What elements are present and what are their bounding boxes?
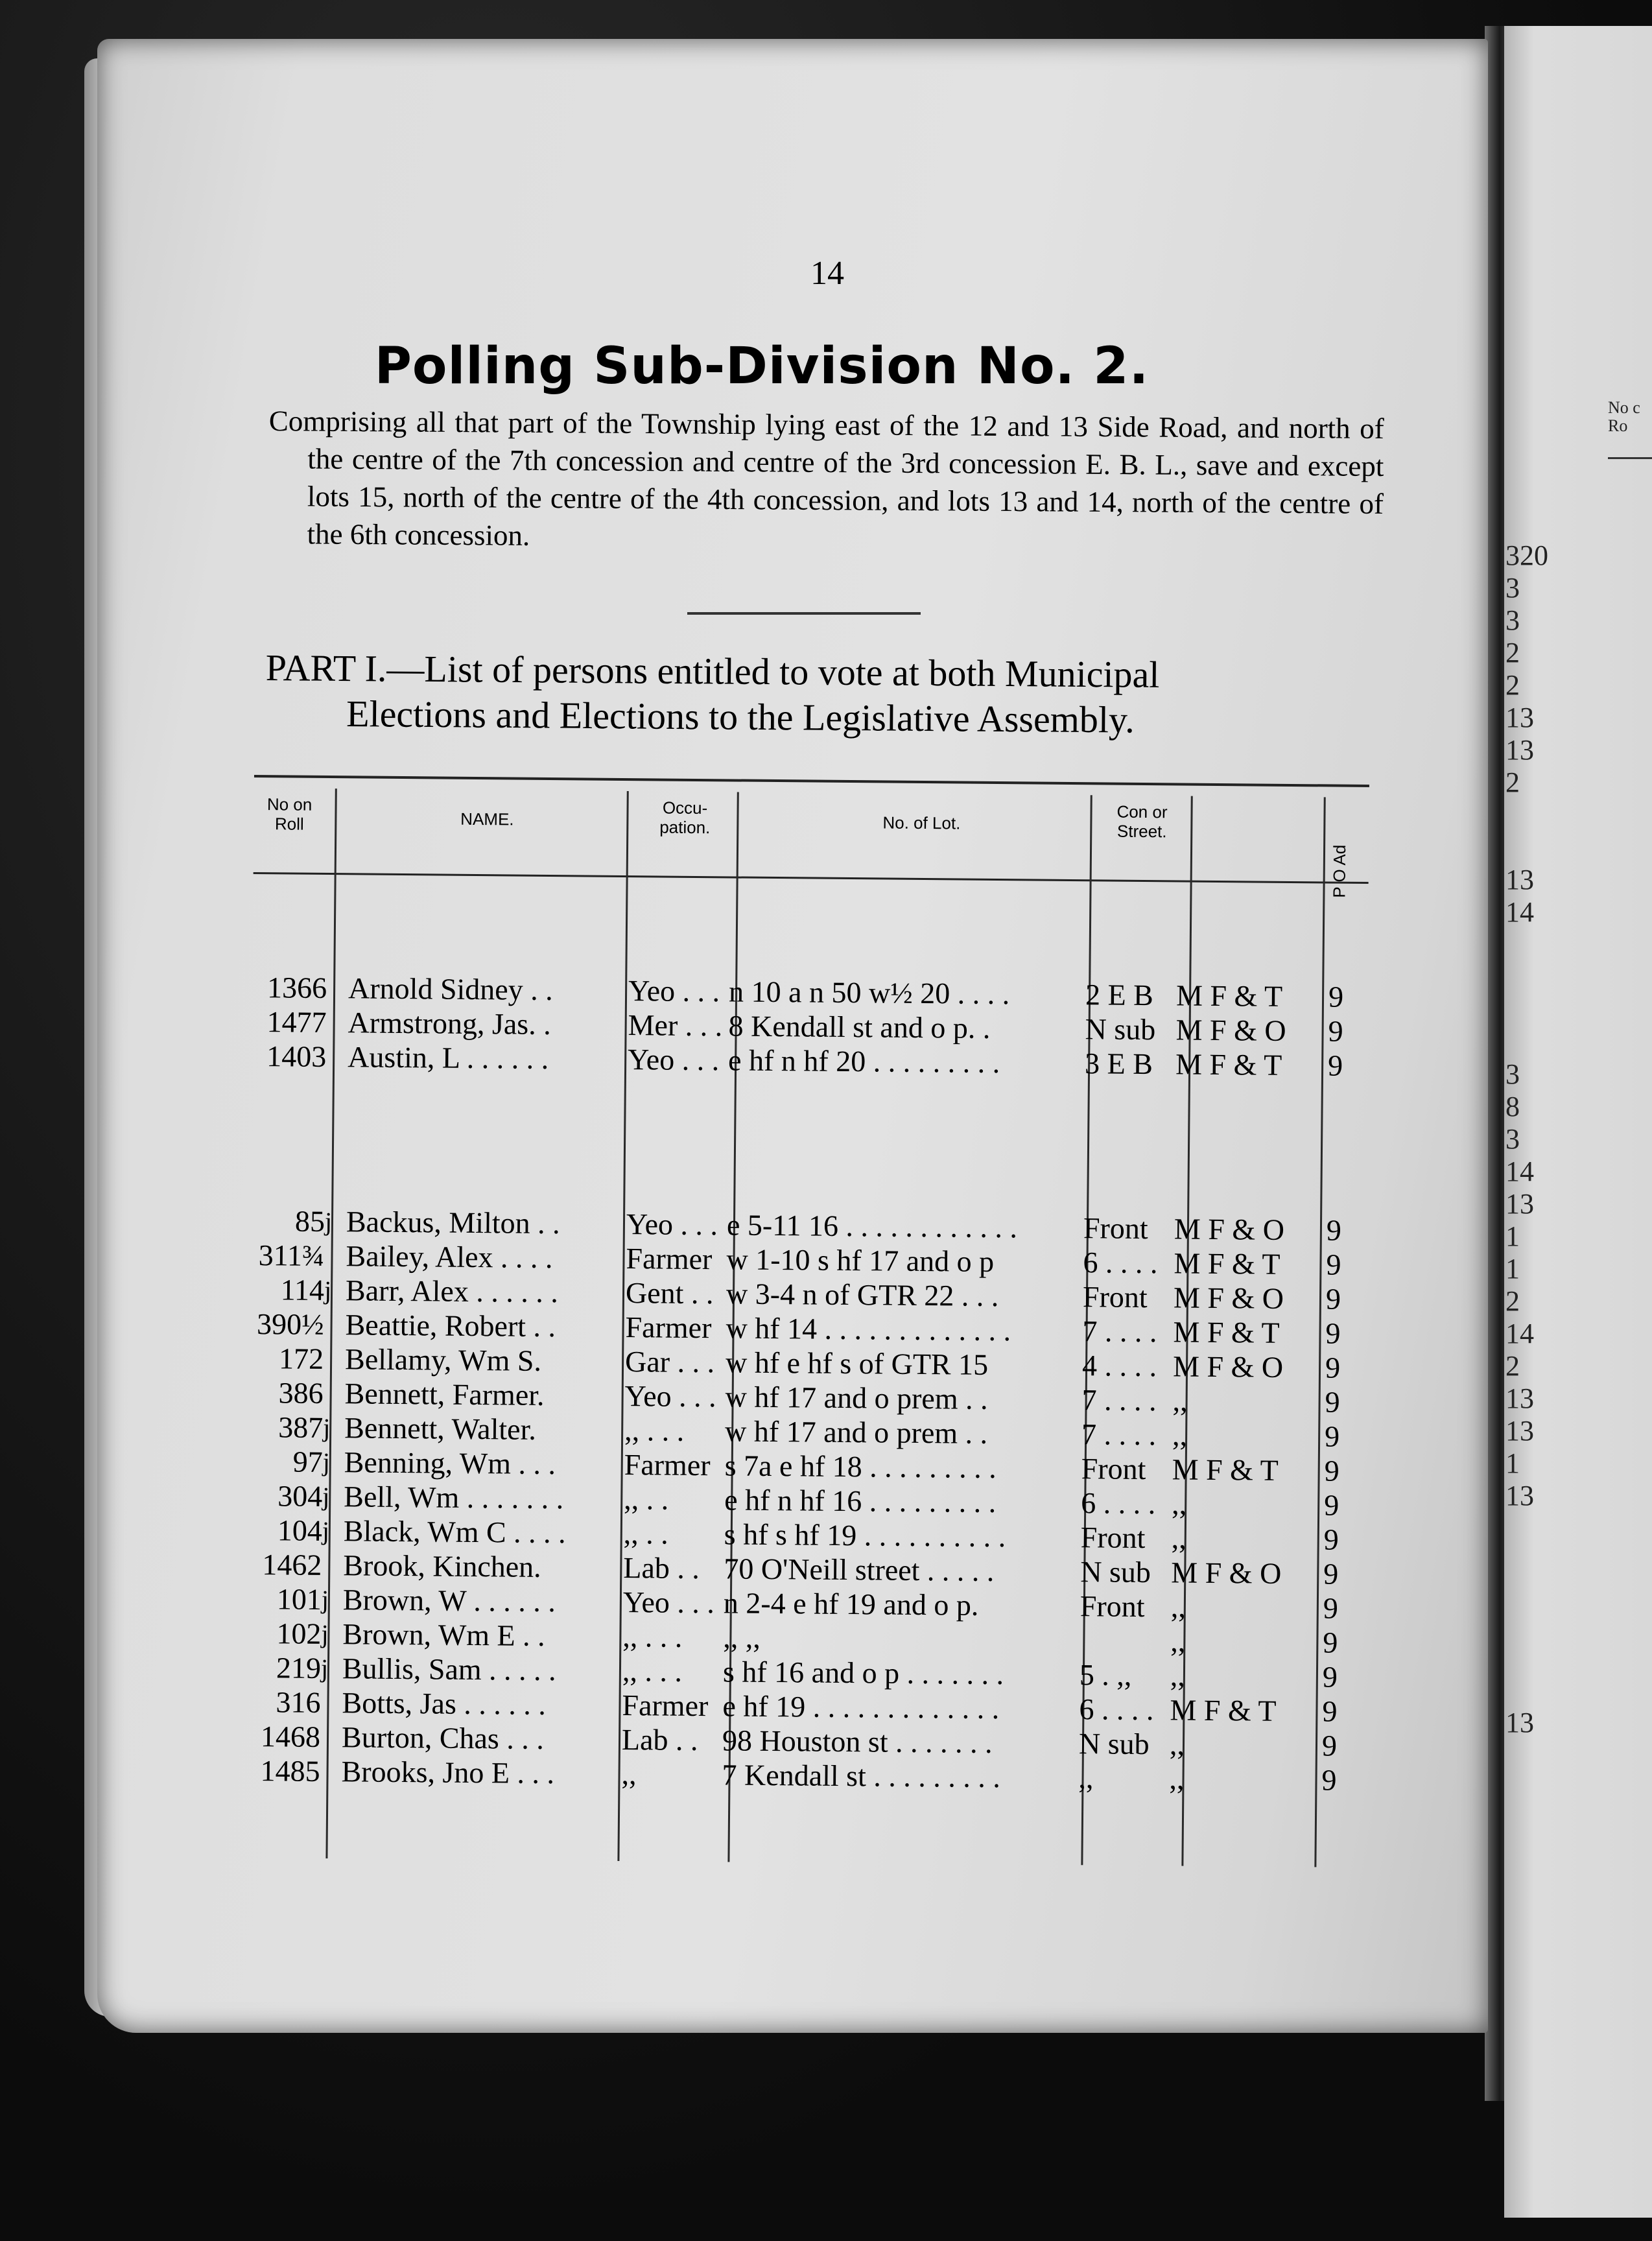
adjacent-page-fragment <box>1504 26 1652 2218</box>
franchise-code: M F & T <box>1174 1246 1280 1281</box>
adjacent-page-number: 13 <box>1505 1415 1534 1447</box>
adjacent-page-number: 13 <box>1505 864 1534 895</box>
post-office-address: 9 <box>1321 1729 1338 1762</box>
franchise-code: ,, <box>1171 1521 1187 1555</box>
roll-suffix: j <box>321 1618 329 1649</box>
occupation: Farmer <box>626 1242 713 1276</box>
voter-name: Botts, Jas . . . . . . <box>342 1686 547 1721</box>
post-office-address: 9 <box>1324 1454 1339 1488</box>
lot-number: s 7a e hf 18 . . . . . . . . . <box>724 1449 997 1485</box>
concession-or-street: Front <box>1080 1589 1145 1624</box>
lot-number: w hf 17 and o prem . . <box>724 1414 988 1450</box>
concession-or-street: N sub <box>1080 1555 1151 1589</box>
adjacent-page-number: 2 <box>1505 637 1520 669</box>
post-office-address: 9 <box>1328 1014 1343 1048</box>
franchise-code: M F & T <box>1175 978 1283 1013</box>
lot-number: s hf 16 and o p . . . . . . . <box>722 1655 1004 1691</box>
adjacent-page-rule <box>1608 457 1652 459</box>
franchise-code: M F & T <box>1173 1315 1280 1349</box>
occupation: ,, . . . <box>624 1414 685 1447</box>
concession-or-street: 7 . . . . <box>1081 1417 1157 1452</box>
adjacent-page-number: 14 <box>1505 896 1534 928</box>
concession-or-street: N sub <box>1085 1012 1156 1047</box>
roll-number: 1462 <box>262 1548 322 1582</box>
occupation: Farmer <box>624 1448 711 1482</box>
roll-number: 1366 <box>266 971 327 1004</box>
post-office-address: 9 <box>1327 1049 1343 1082</box>
concession-or-street: Front <box>1082 1280 1148 1314</box>
adjacent-page-number: 2 <box>1505 1350 1520 1382</box>
roll-number: 97 <box>292 1445 323 1478</box>
franchise-code: ,, <box>1169 1727 1185 1761</box>
occupation: ,, . . . <box>622 1620 683 1654</box>
occupation: Lab . . <box>623 1551 700 1585</box>
adjacent-page-number: 3 <box>1505 1123 1520 1155</box>
adjacent-page-number: 13 <box>1505 1480 1534 1512</box>
roll-number: 102 <box>276 1617 322 1650</box>
adjacent-page-number: 13 <box>1505 702 1534 733</box>
adjacent-page-number: 2 <box>1505 766 1520 798</box>
franchise-code: ,, <box>1172 1418 1188 1452</box>
occupation: Yeo . . . <box>624 1379 716 1414</box>
occupation: Farmer <box>625 1310 712 1345</box>
concession-or-street: 3 E B <box>1084 1047 1153 1081</box>
voter-name: Brook, Kinchen. <box>343 1548 541 1583</box>
roll-suffix: j <box>324 1206 333 1237</box>
adjacent-page-number: 13 <box>1505 734 1534 766</box>
header-po-address: P O Ad <box>1329 844 1350 898</box>
post-office-address: 9 <box>1328 980 1344 1014</box>
occupation: Gar . . . <box>624 1345 715 1379</box>
franchise-code: M F & O <box>1172 1349 1284 1384</box>
concession-or-street: 6 . . . . <box>1081 1486 1156 1521</box>
franchise-code: ,, <box>1172 1384 1188 1417</box>
concession-or-street: Front <box>1083 1211 1148 1246</box>
adjacent-page-number: 2 <box>1505 1285 1520 1317</box>
occupation: Yeo . . . <box>627 1043 720 1077</box>
occupation: Farmer <box>622 1689 709 1723</box>
header-roll: No on Roll <box>266 794 313 834</box>
occupation: Gent . . <box>625 1276 714 1310</box>
adjacent-page-number: 1 <box>1505 1447 1520 1479</box>
lot-number: e hf 19 . . . . . . . . . . . . . <box>722 1689 1000 1725</box>
concession-or-street: 7 . . . . <box>1081 1383 1157 1417</box>
concession-or-street: 6 . . . . <box>1079 1692 1154 1727</box>
voter-name: Arnold Sidney . . <box>348 971 553 1007</box>
voter-name: Bullis, Sam . . . . . <box>342 1652 556 1687</box>
roll-suffix: j <box>320 1653 329 1683</box>
part-heading <box>265 645 1381 745</box>
roll-number: 304 <box>277 1479 323 1513</box>
roll-suffix: j <box>324 1275 332 1305</box>
adjacent-page-number: 14 <box>1505 1156 1534 1187</box>
post-office-address: 9 <box>1326 1213 1342 1247</box>
voter-name: Brooks, Jno E . . . <box>341 1755 555 1790</box>
roll-suffix: j <box>322 1515 330 1546</box>
roll-number: 219 <box>276 1651 322 1685</box>
section-divider <box>687 612 921 615</box>
lot-number: 98 Houston st . . . . . . . <box>722 1724 993 1759</box>
concession-or-street: 2 E B <box>1085 978 1154 1012</box>
post-office-address: 9 <box>1325 1316 1341 1350</box>
occupation: Yeo . . . <box>626 1207 718 1242</box>
post-office-address: 9 <box>1322 1694 1338 1728</box>
post-office-address: 9 <box>1325 1282 1341 1316</box>
voter-name: Bennett, Farmer. <box>344 1377 545 1412</box>
voters-table <box>244 775 1369 1877</box>
lot-number: s hf s hf 19 . . . . . . . . . . <box>724 1517 1006 1554</box>
franchise-code: M F & O <box>1171 1556 1282 1590</box>
voter-name: Brown, W . . . . . . <box>342 1583 556 1618</box>
adjacent-page-number: 1 <box>1505 1253 1520 1285</box>
lot-number: w 1-10 s hf 17 and o p <box>726 1242 995 1278</box>
voter-name: Barr, Alex . . . . . . <box>345 1274 559 1309</box>
voter-name: Bellamy, Wm S. <box>344 1342 542 1377</box>
voter-name: Benning, Wm . . . <box>344 1445 556 1481</box>
lot-number: n 10 a n 50 w½ 20 . . . . <box>728 975 1010 1011</box>
header-name: NAME. <box>460 809 514 829</box>
occupation: Mer . . . <box>628 1008 723 1043</box>
page-number: 14 <box>810 255 844 292</box>
lot-number: 70 O'Neill street . . . . . <box>724 1552 995 1588</box>
concession-or-street: Front <box>1081 1452 1146 1486</box>
adjacent-page-number: 3 <box>1505 572 1520 604</box>
header-lot: No. of Lot. <box>882 812 961 833</box>
post-office-address: 9 <box>1325 1385 1340 1419</box>
roll-number: 390½ <box>256 1307 324 1341</box>
voter-name: Bailey, Alex . . . . <box>346 1239 553 1275</box>
voter-name: Black, Wm C . . . . <box>343 1514 566 1550</box>
occupation: Yeo . . . <box>622 1585 715 1620</box>
post-office-address: 9 <box>1323 1626 1338 1659</box>
voter-name: Backus, Milton . . <box>346 1205 560 1240</box>
franchise-code: ,, <box>1172 1487 1187 1521</box>
franchise-code: M F & O <box>1174 1212 1285 1246</box>
roll-suffix: j <box>323 1412 331 1443</box>
adjacent-page-number: 1 <box>1505 1220 1520 1252</box>
roll-number: 101 <box>276 1582 322 1616</box>
roll-number: 1468 <box>260 1720 321 1753</box>
adjacent-page-number: 13 <box>1505 1188 1534 1220</box>
lot-number: e hf n hf 20 . . . . . . . . . <box>727 1043 1000 1080</box>
roll-number: 311¾ <box>258 1239 325 1272</box>
adjacent-page-number: 13 <box>1505 1382 1534 1414</box>
franchise-code: M F & T <box>1170 1693 1277 1727</box>
occupation: Lab . . <box>621 1723 698 1757</box>
adjacent-page-number: 8 <box>1505 1091 1520 1122</box>
voter-name: Armstrong, Jas. . <box>348 1006 551 1041</box>
post-office-address: 9 <box>1324 1488 1339 1522</box>
header-con-street: Con or Street. <box>1116 801 1168 842</box>
concession-or-street: 5 . ,, <box>1079 1658 1132 1692</box>
franchise-code: ,, <box>1170 1659 1186 1692</box>
post-office-address: 9 <box>1325 1351 1341 1384</box>
header-bottom-rule <box>254 872 1369 884</box>
post-office-address: 9 <box>1321 1763 1337 1797</box>
post-office-address: 9 <box>1323 1523 1339 1556</box>
roll-number: 114 <box>280 1273 325 1307</box>
adjacent-page-number: 13 <box>1505 1707 1534 1738</box>
adjacent-page-number: 14 <box>1505 1318 1534 1349</box>
lot-number: 7 Kendall st . . . . . . . . . <box>722 1758 1001 1794</box>
lot-number: w hf e hf s of GTR 15 <box>725 1346 989 1381</box>
concession-or-street: 4 . . . . <box>1081 1349 1157 1383</box>
concession-or-street: 6 . . . . <box>1083 1246 1158 1280</box>
franchise-code: ,, <box>1169 1762 1185 1796</box>
voter-name: Bennett, Walter. <box>344 1411 537 1446</box>
roll-number: 316 <box>276 1685 321 1719</box>
voter-name: Brown, Wm E . . <box>342 1617 545 1652</box>
adjacent-page-number: 2 <box>1505 669 1520 701</box>
adjacent-page-number: 3 <box>1505 604 1520 636</box>
occupation: ,, . . . <box>622 1654 683 1688</box>
part-heading-line2: Elections and Elections to the Legislative Assembly. <box>346 692 1135 741</box>
lot-number: ,, ,, <box>723 1620 761 1654</box>
roll-number: 1485 <box>260 1754 320 1788</box>
roll-suffix: j <box>322 1447 331 1477</box>
post-office-address: 9 <box>1326 1248 1341 1281</box>
franchise-code: M F & O <box>1173 1281 1284 1315</box>
franchise-code: M F & T <box>1172 1452 1279 1487</box>
roll-number: 387 <box>278 1410 324 1444</box>
roll-number: 172 <box>278 1342 324 1375</box>
voter-name: Beattie, Robert . . <box>345 1308 556 1344</box>
subdivision-description: Comprising all that part of the Township lying east of the 12 and 13 Side Road, and north of the centre of the 7th concession and centre of the 3rd concession E. B. L., save and except lots 15, north of the centre of the 4th concession, and lots 13 and 14, north of the centre of the 6th concession. <box>268 404 1384 552</box>
voter-name: Austin, L . . . . . . <box>347 1040 549 1075</box>
roll-number: 1477 <box>266 1005 327 1039</box>
concession-or-street: 7 . . . . <box>1082 1314 1157 1349</box>
roll-number: 104 <box>277 1513 323 1547</box>
lot-number: e hf n hf 16 . . . . . . . . . <box>724 1483 997 1519</box>
part-heading-line1: PART I.—List of persons entitled to vote at both Municipal <box>265 646 1160 696</box>
occupation: Yeo . . . <box>628 974 720 1008</box>
franchise-code: ,, <box>1170 1590 1186 1624</box>
occupation: ,, . . <box>623 1517 669 1550</box>
post-office-address: 9 <box>1324 1419 1340 1453</box>
adjacent-page-number: 3 <box>1505 1058 1520 1090</box>
post-office-address: 9 <box>1323 1591 1339 1625</box>
voter-name: Burton, Chas . . . <box>341 1720 545 1755</box>
header-occupation: Occu- pation. <box>659 798 711 838</box>
occupation: ,, . . <box>624 1482 669 1516</box>
roll-number: 1403 <box>266 1039 327 1073</box>
franchise-code: M F & T <box>1175 1047 1282 1082</box>
lot-number: 8 Kendall st and o p. . <box>728 1009 991 1045</box>
roll-number: 386 <box>278 1376 324 1410</box>
post-office-address: 9 <box>1322 1660 1338 1694</box>
adjacent-page-number: 320 <box>1505 540 1548 571</box>
lot-number: w hf 17 and o prem . . <box>725 1380 988 1416</box>
post-office-address: 9 <box>1323 1557 1339 1591</box>
voter-name: Bell, Wm . . . . . . . <box>344 1480 564 1515</box>
concession-or-street: ,, <box>1078 1761 1094 1795</box>
roll-number: 85 <box>294 1204 325 1238</box>
page-title: Polling Sub-Division No. 2. <box>374 337 1150 396</box>
roll-suffix: j <box>322 1481 330 1512</box>
roll-suffix: j <box>321 1584 329 1615</box>
lot-number: w hf 14 . . . . . . . . . . . . . <box>726 1311 1011 1347</box>
franchise-code: ,, <box>1170 1624 1186 1658</box>
adjacent-page-header: No c Ro <box>1608 398 1640 435</box>
concession-or-street: N sub <box>1078 1727 1150 1761</box>
lot-number: n 2-4 e hf 19 and o p. <box>723 1586 979 1622</box>
concession-or-street: Front <box>1080 1521 1146 1555</box>
franchise-code: M F & O <box>1175 1013 1286 1047</box>
lot-number: e 5-11 16 . . . . . . . . . . . . <box>726 1208 1018 1244</box>
occupation: ,, <box>621 1757 637 1791</box>
lot-number: w 3-4 n of GTR 22 . . . <box>726 1277 999 1313</box>
